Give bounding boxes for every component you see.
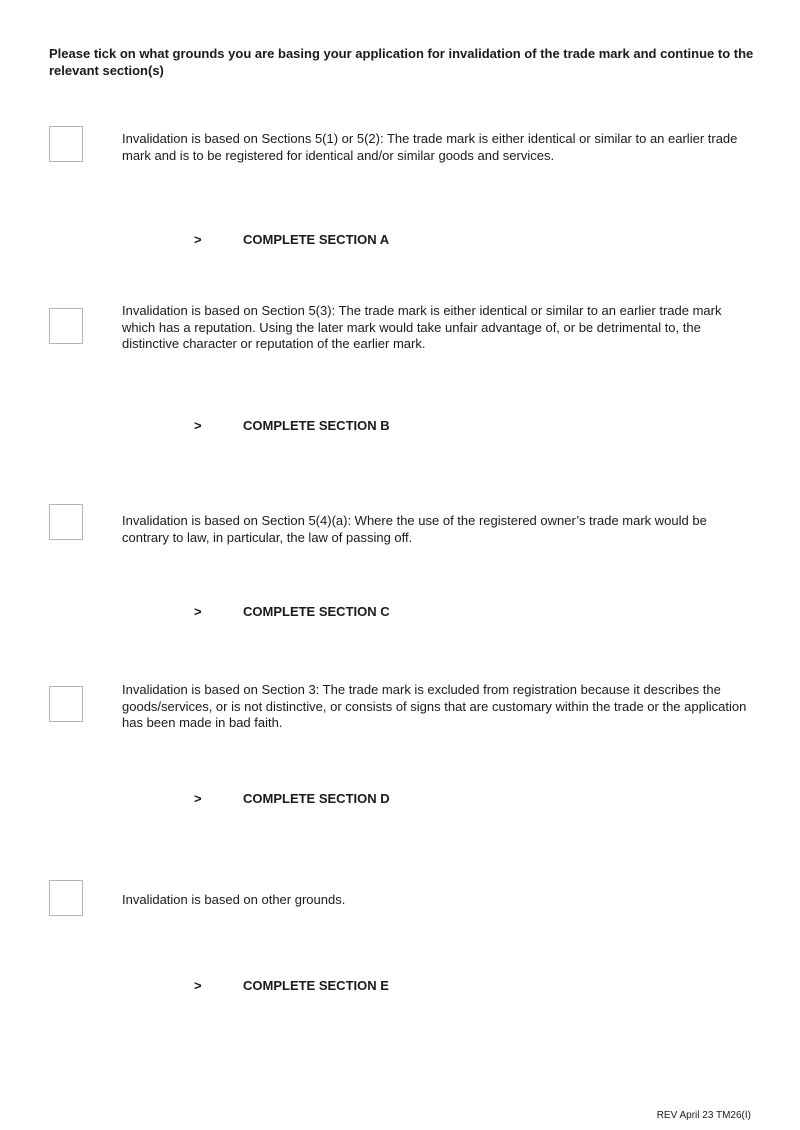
instruction-section-e bbox=[194, 978, 389, 994]
instruction-label-section-d: COMPLETE SECTION D bbox=[243, 791, 390, 806]
ground-text-section-b: Invalidation is based on Section 5(3): The trade mark is either identical or similar to an earlier trade mark which has a reputation. Using the later mark would take unfair advantage of, or be detrimental to, the distinctive character or reputation of the earlier mark. bbox=[122, 303, 722, 351]
checkbox-section-a[interactable] bbox=[49, 126, 83, 162]
arrow-section-b: > bbox=[194, 418, 202, 433]
instruction-section-b bbox=[194, 418, 390, 434]
ground-text-section-a: Invalidation is based on Sections 5(1) or 5(2): The trade mark is either identical or similar to an earlier trade mark and is to be registered for identical and/or similar goods and services. bbox=[122, 131, 738, 163]
ground-text-section-e: Invalidation is based on other grounds. bbox=[122, 892, 346, 907]
checkbox-section-c[interactable] bbox=[49, 504, 83, 540]
checkbox-section-b[interactable] bbox=[49, 308, 83, 344]
checkbox-section-d[interactable] bbox=[49, 686, 83, 722]
form-heading: Please tick on what grounds you are basing your application for invalidation of the trade mark and continue to the relevant section(s) bbox=[49, 46, 754, 78]
instruction-section-d bbox=[194, 791, 390, 807]
arrow-section-e: > bbox=[194, 978, 202, 993]
arrow-section-a: > bbox=[194, 232, 202, 247]
instruction-label-section-e: COMPLETE SECTION E bbox=[243, 978, 389, 993]
arrow-section-d: > bbox=[194, 791, 202, 806]
checkbox-section-e[interactable] bbox=[49, 880, 83, 916]
instruction-label-section-b: COMPLETE SECTION B bbox=[243, 418, 390, 433]
instruction-section-c bbox=[194, 604, 390, 620]
instruction-section-a bbox=[194, 232, 389, 248]
arrow-section-c: > bbox=[194, 604, 202, 619]
instruction-label-section-a: COMPLETE SECTION A bbox=[243, 232, 390, 247]
form-revision-footer: REV April 23 TM26(I) bbox=[656, 1110, 751, 1121]
ground-text-section-d: Invalidation is based on Section 3: The trade mark is excluded from registration because it describes the goods/services, or is not distinctive, or consists of signs that are customary within the trade or the application has been made in bad faith. bbox=[122, 682, 747, 730]
instruction-label-section-c: COMPLETE SECTION C bbox=[243, 604, 390, 619]
ground-text-section-c: Invalidation is based on Section 5(4)(a): Where the use of the registered owner’s trade mark would be contrary to law, in particular, the law of passing off. bbox=[122, 513, 707, 545]
